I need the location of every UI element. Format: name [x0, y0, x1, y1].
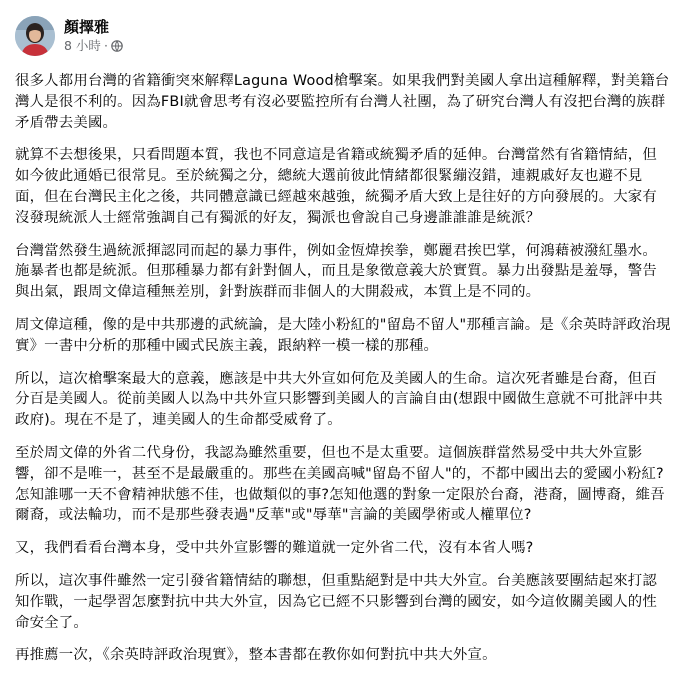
- post-paragraph: 很多人都用台灣的省籍衝突來解釋Laguna Wood槍擊案。如果我們對美國人拿出這種解釋，對美籍台灣人是很不利的。因為FBI就會思考有沒必要監控所有台灣人社團，為了研究台灣人有沒把台灣的族群矛盾帶去美國。: [15, 73, 670, 131]
- avatar-photo-icon: [15, 16, 55, 56]
- author-info: [64, 18, 123, 55]
- post-meta: [64, 37, 123, 55]
- author-avatar[interactable]: [15, 16, 55, 56]
- post-body: [15, 71, 671, 678]
- post-paragraph: 周文偉這種，像的是中共那邊的武統論，是大陸小粉紅的"留島不留人"那種言論。是《余英時評政治現實》一書中分析的那種中國式民族主義，跟納粹一模一樣的那種。: [15, 316, 671, 354]
- post-paragraph: 又，我們看看台灣本身，受中共外宣影響的難道就一定外省二代，沒有本省人嗎?: [15, 540, 534, 557]
- post-timestamp[interactable]: 8 小時: [64, 37, 101, 53]
- post-paragraph: 至於周文偉的外省二代身份，我認為雖然重要，但也不是太重要。這個族群當然易受中共大外宣影響，卻不是唯一，甚至不是最嚴重的。那些在美國高喊"留島不留人"的，不都中國出去的愛國小粉紅?怎知誰哪一天不會精神狀態不佳，也做類似的事?怎知他選的對象一定限於台裔，港裔，圖博裔，維吾爾裔，或法輪功，而不是那些發表過"反華"或"辱華"言論的美國學術或人權單位?: [15, 444, 665, 524]
- post-header: [15, 14, 123, 58]
- meta-separator: ·: [103, 37, 108, 53]
- post-paragraph: 所以，這次槍擊案最大的意義，應該是中共大外宣如何危及美國人的生命。這次死者雖是台裔，但百分百是美國人。從前美國人以為中共外宣只影響到美國人的言論自由(想跟中國做生意就不可批評中共政府)。現在不是了，連美國人的生命都受威脅了。: [15, 370, 663, 429]
- post-paragraph: 再推薦一次，《余英時評政治現實》，整本書都在教你如何對抗中共大外宣。: [15, 647, 497, 664]
- post-paragraph: 所以，這次事件雖然一定引發省籍情結的聯想，但重點絕對是中共大外宣。台美應該要團結起來打認知作戰，一起學習怎麼對抗中共大外宣，因為它已經不只影響到台灣的國安，如今這攸關美國人的性命安全了。: [15, 572, 657, 631]
- globe-icon[interactable]: [111, 40, 123, 52]
- post-paragraph: 台灣當然發生過統派揮認同而起的暴力事件，例如金恆煒挨拳，鄭麗君挨巴掌，何鴻藉被潑紅墨水。施暴者也都是統派。但那種暴力都有針對個人，而且是象徵意義大於實質。暴力出發點是羞辱，警告與出氣，跟周文偉這種無差別，針對族群而非個人的大開殺戒，本質上是不同的。: [15, 242, 657, 301]
- author-name[interactable]: 顏擇雅: [64, 17, 110, 36]
- post-paragraph: 就算不去想後果，只看問題本質，我也不同意這是省籍或統獨矛盾的延伸。台灣當然有省籍情結，但如今彼此通婚已很常見。至於統獨之分，總統大選前彼此情緒都很緊繃沒錯，連親戚好友也避不見面，但在台灣民主化之後，共同體意識已經越來越強，統獨矛盾大致上是往好的方向發展的。大家有沒發現統派人士經常強調自己有獨派的好友，獨派也會說自己身邊誰誰誰是統派？: [15, 147, 657, 226]
